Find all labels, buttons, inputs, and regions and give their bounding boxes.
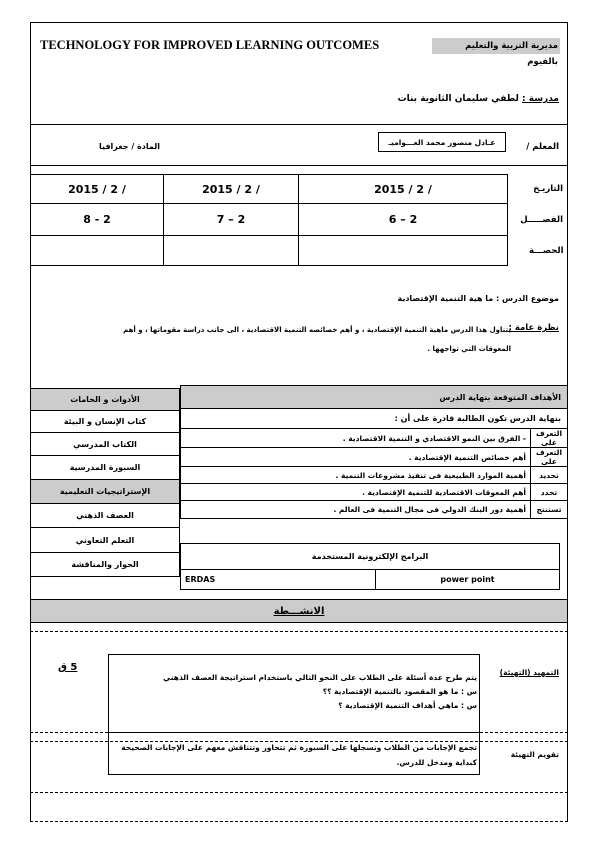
- period-cell: [299, 236, 508, 266]
- intro-label: التمهيد (التهيئة): [499, 668, 559, 677]
- teacher-label: المعلم /: [526, 142, 559, 152]
- activities-title-bar: [30, 599, 568, 623]
- row-label-date: التاريـخ: [533, 184, 563, 194]
- schedule-table: [30, 174, 568, 266]
- class-cell: 7 – 2: [164, 204, 299, 236]
- objectives-header: الأهداف المتوقعة بنهاية الدرس: [181, 386, 568, 409]
- intro-line: يتم طرح عدة أسئلة على الطلاب على النحو التالي باستخدام استراتيجة العصف الذهني: [163, 673, 477, 682]
- strategy-item: العصف الذهني: [31, 504, 180, 528]
- objective-text: أهم خصائص التنمية الإقتصادية .: [181, 448, 531, 467]
- eval-label: تقويم التهيئة: [510, 750, 559, 759]
- directorate-name: مديرية التربية والتعليم بالفيوم: [432, 38, 560, 54]
- date-cell: 2015 / 2 /: [164, 175, 299, 204]
- eval-line: تجمع الإجابات من الطلاب وتسجلها على السبورة ثم تتحاور وتتناقش معهم على الإجابات الصحيحة: [121, 743, 477, 752]
- row-label-class: الفصـــــل: [520, 214, 563, 225]
- tool-item: كتاب الإنسان و البيئة: [31, 411, 180, 433]
- software-header: البرامج الإلكترونية المستخدمة: [181, 544, 560, 570]
- tool-item: الكتاب المدرسي: [31, 433, 180, 456]
- class-cell: 6 – 2: [299, 204, 508, 236]
- intro-time: 5 ق: [58, 662, 78, 673]
- overview-line-1: يتناول هذا الدرس ماهية التنمية الإقتصادية ، و أهم خصائصه التنمية الاقتصادية ، الى جانب دراسة مقوماتها ، و أهم: [123, 326, 511, 334]
- tools-header: الأدوات و الخامات: [31, 389, 180, 411]
- lesson-topic: موضوع الدرس : ما هية التنمية الإقتصادية: [397, 294, 559, 303]
- eval-content-box: [108, 733, 480, 775]
- objective-verb: التعرف على: [531, 448, 568, 467]
- period-cell: [164, 236, 299, 266]
- school-label: مدرسة :: [522, 94, 559, 104]
- date-cell: 2015 / 2 /: [31, 175, 164, 204]
- eval-line: كبداية ومدخل للدرس.: [396, 758, 477, 767]
- strategy-item: التعلم التعاوني: [31, 528, 180, 553]
- class-cell: 8 - 2: [31, 204, 164, 236]
- row-label-period: الحصـــة: [529, 245, 564, 256]
- teacher-name: عـادل منصور محمد العـــواميـ: [378, 132, 506, 152]
- strategy-item: الحوار والمناقشة: [31, 553, 180, 577]
- software-powerpoint: power point: [376, 570, 560, 590]
- school-line: [398, 94, 559, 104]
- intro-line: س : ما هو المقصود بالتنمية الإقتصادية ؟؟: [322, 687, 477, 696]
- english-title: TECHNOLOGY FOR IMPROVED LEARNING OUTCOMES: [40, 38, 380, 52]
- overview-line-2: المعوقات التي تواجهها .: [427, 345, 511, 353]
- intro-line: س : ماهي أهداف التنمية الإقتصادية ؟: [338, 701, 477, 710]
- objective-text: أهم المعوقات الاقتصادية للتنمية الإقتصادية .: [181, 484, 531, 501]
- objective-verb: تستنتج: [531, 501, 568, 519]
- objective-text: أهمية الموارد الطبيعية فى تنفيذ مشروعات التنمية .: [181, 467, 531, 484]
- date-cell: 2015 / 2 /: [299, 175, 508, 204]
- activities-title: الانشـــطة: [273, 606, 325, 617]
- tools-strategies-column: [30, 388, 180, 577]
- objective-verb: تحدد: [531, 484, 568, 501]
- period-cell: [31, 236, 164, 266]
- subject-label: المادة / جغرافيا: [99, 142, 160, 151]
- software-erdas: ERDAS: [181, 570, 376, 590]
- objectives-intro: بنهاية الدرس تكون الطالبة قادرة على أن :: [181, 409, 568, 429]
- overview-label: نظرة عامة :: [508, 323, 559, 333]
- objective-verb: تحديد: [531, 467, 568, 484]
- objective-text: - الفرق بين النمو الاقتصادي و التنمية الاقتصادية .: [181, 429, 531, 448]
- objective-text: أهمية دور البنك الدولي فى مجال التنمية فى العالم .: [181, 501, 531, 519]
- strategies-header: الإستراتيجيات التعليمية: [31, 480, 180, 504]
- software-table: [180, 543, 560, 590]
- objectives-table: [180, 385, 568, 519]
- objective-verb: التعرف على: [531, 429, 568, 448]
- tool-item: السبورة المدرسية: [31, 456, 180, 480]
- school-name: لطفي سليمان الثانوية بنات: [397, 94, 519, 104]
